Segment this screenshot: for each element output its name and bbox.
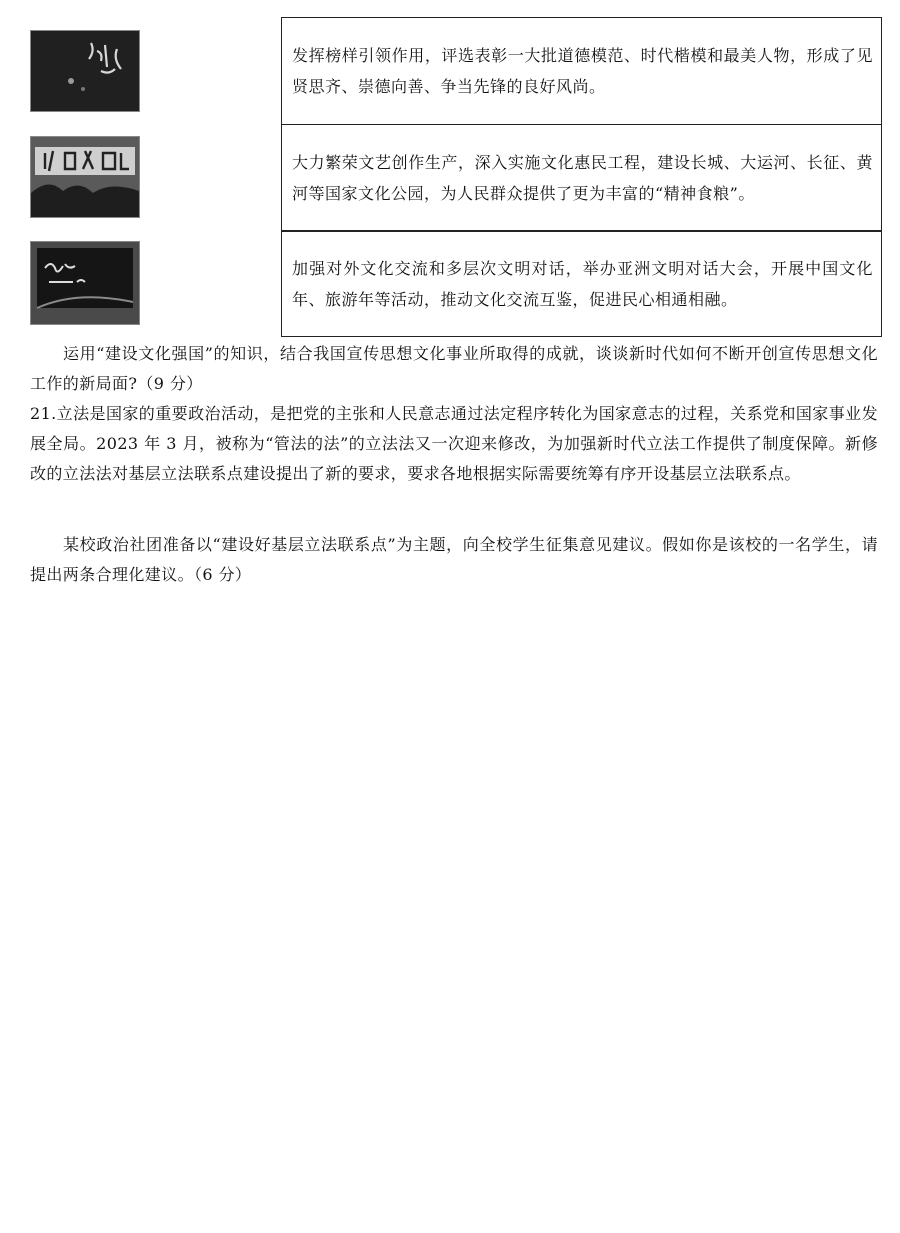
question20-prompt: 运用“建设文化强国”的知识，结合我国宣传思想文化事业所取得的成就，谈谈新时代如何不断开创宣传思想文化工作的新局面?（9 分） xyxy=(30,344,878,393)
row3-text: 加强对外文化交流和多层次文明对话，举办亚洲文明对话大会，开展中国文化年、旅游年等活动，推动文化交流互鉴，促进民心相通相融。 xyxy=(292,259,873,309)
table-cell-row2 xyxy=(281,124,882,232)
moral-models-photo xyxy=(30,30,140,112)
question21-material: 21.立法是国家的重要政治活动，是把党的主张和人民意志通过法定程序转化为国家意志的过程，关系党和国家事业发展全局。2023 年 3 月，被称为“管法的法”的立法法又一次迎来修改，为加强新时代立法工作提供了制度保障。新修改的立法法对基层立法联系点建设提出了新的要求，要求各地根据实际需要统筹有序开设基层立法联系点。 xyxy=(30,404,878,483)
question21-prompt: 某校政治社团准备以“建设好基层立法联系点”为主题，向全校学生征集意见建议。假如你是该校的一名学生，请提出两条合理化建议。（6 分） xyxy=(30,535,878,584)
row1-text: 发挥榜样引领作用，评选表彰一大批道德模范、时代楷模和最美人物，形成了见贤思齐、崇德向善、争当先锋的良好风尚。 xyxy=(292,46,873,96)
table-cell-row3 xyxy=(281,230,882,337)
asian-civilization-dialogue-photo xyxy=(30,241,140,325)
row2-text: 大力繁荣文艺创作生产，深入实施文化惠民工程，建设长城、大运河、长征、黄河等国家文化公园，为人民群众提供了更为丰富的“精神食粮”。 xyxy=(292,152,873,203)
national-cultural-park-photo xyxy=(30,136,140,218)
table-cell-row1 xyxy=(281,17,882,125)
